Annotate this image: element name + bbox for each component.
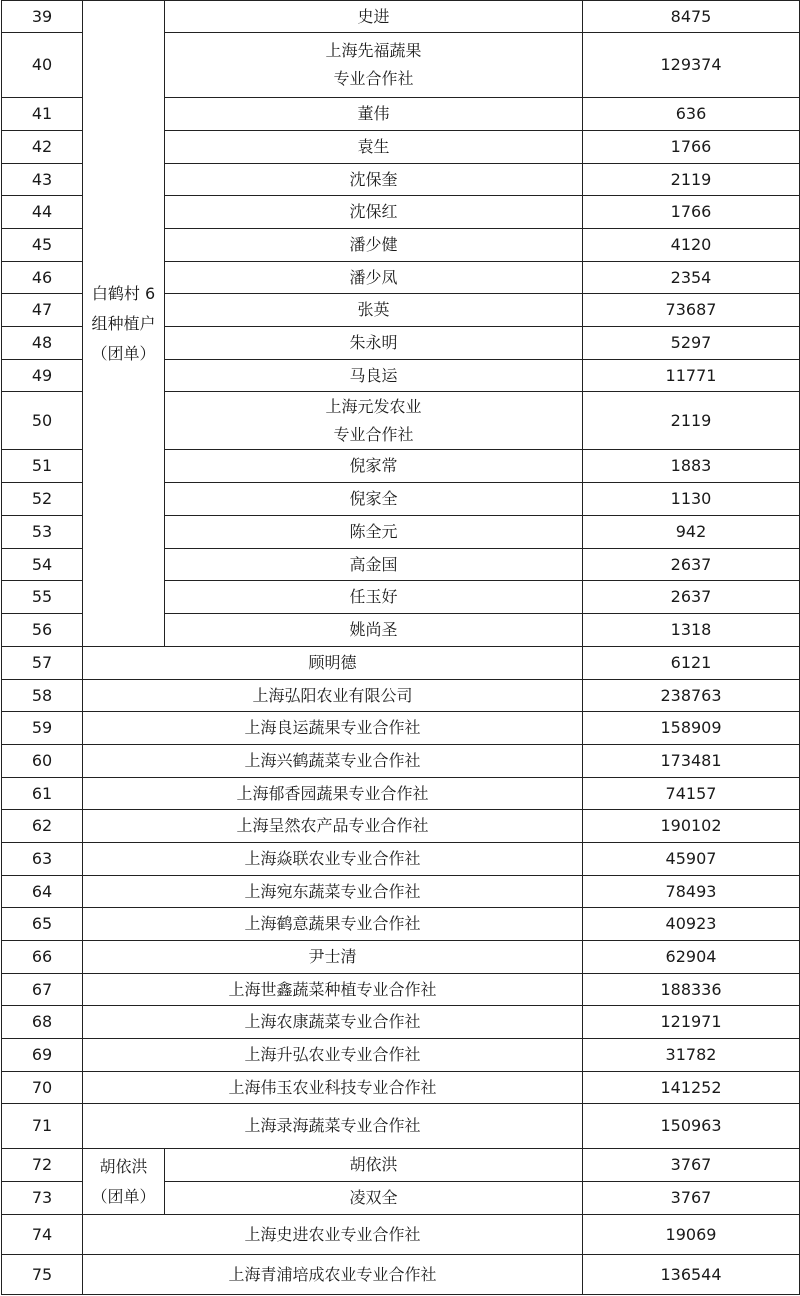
amount: 11771 [583,360,800,392]
row-number: 48 [2,327,83,360]
table-row [2,1255,800,1295]
row-number: 70 [2,1072,83,1104]
amount: 4120 [583,229,800,262]
grower-name: 董伟 [165,98,583,131]
amount: 2637 [583,581,800,614]
table-row [2,908,800,941]
grower-name: 尹士清 [83,941,583,974]
row-number: 55 [2,581,83,614]
table-row [2,1149,800,1182]
allocation-table [1,0,800,1295]
table-row [2,974,800,1006]
group-label-line: 胡依洪 [99,1156,148,1176]
row-number: 67 [2,974,83,1006]
table-row [2,680,800,712]
row-number: 57 [2,647,83,680]
table-row [2,647,800,680]
group-cell-baihe [83,1,165,647]
grower-name: 朱永明 [165,327,583,360]
grower-name-line: 专业合作社 [333,69,414,88]
grower-name: 上海录海蔬菜专业合作社 [83,1104,583,1149]
amount: 636 [583,98,800,131]
grower-name: 上海郁香园蔬果专业合作社 [83,778,583,810]
table-row [2,1072,800,1104]
row-number: 60 [2,745,83,778]
grower-name: 任玉好 [165,581,583,614]
row-number: 73 [2,1182,83,1215]
amount: 40923 [583,908,800,941]
row-number: 62 [2,810,83,843]
grower-name: 上海史进农业专业合作社 [83,1215,583,1255]
grower-name: 上海宛东蔬菜专业合作社 [83,876,583,908]
amount: 5297 [583,327,800,360]
amount: 188336 [583,974,800,1006]
row-number: 66 [2,941,83,974]
grower-name: 袁生 [165,131,583,164]
grower-name: 上海鹤意蔬果专业合作社 [83,908,583,941]
row-number: 46 [2,262,83,294]
amount: 2354 [583,262,800,294]
row-number: 42 [2,131,83,164]
grower-name: 上海青浦培成农业专业合作社 [83,1255,583,1295]
table-row [2,1,800,33]
amount: 19069 [583,1215,800,1255]
amount: 3767 [583,1149,800,1182]
grower-name: 沈保红 [165,196,583,229]
group-label-line: 组种植户 [91,313,156,333]
row-number: 44 [2,196,83,229]
grower-name: 凌双全 [165,1182,583,1215]
table-row [2,810,800,843]
grower-name: 陈全元 [165,516,583,549]
amount: 31782 [583,1039,800,1072]
amount: 6121 [583,647,800,680]
amount: 238763 [583,680,800,712]
grower-name: 史进 [165,1,583,33]
group-label-line: （团单） [91,1186,156,1206]
row-number: 51 [2,450,83,483]
amount: 942 [583,516,800,549]
grower-name: 上海良运蔬果专业合作社 [83,712,583,745]
grower-name: 上海农康蔬菜专业合作社 [83,1006,583,1039]
row-number: 54 [2,549,83,581]
table-row [2,1215,800,1255]
row-number: 49 [2,360,83,392]
amount: 1130 [583,483,800,516]
row-number: 40 [2,33,83,98]
row-number: 59 [2,712,83,745]
group-label-line: （团单） [91,343,156,363]
grower-name: 上海焱联农业专业合作社 [83,843,583,876]
row-number: 68 [2,1006,83,1039]
row-number: 72 [2,1149,83,1182]
amount: 62904 [583,941,800,974]
grower-name [165,33,583,98]
grower-name: 姚尚圣 [165,614,583,647]
grower-name: 倪家全 [165,483,583,516]
row-number: 50 [2,392,83,450]
row-number: 65 [2,908,83,941]
row-number: 52 [2,483,83,516]
grower-name: 上海兴鹤蔬菜专业合作社 [83,745,583,778]
grower-name: 上海伟玉农业科技专业合作社 [83,1072,583,1104]
amount: 129374 [583,33,800,98]
grower-name: 高金国 [165,549,583,581]
group-label-line: 白鹤村 6 [91,283,156,303]
amount: 158909 [583,712,800,745]
row-number: 47 [2,294,83,327]
grower-name-line: 上海元发农业 [325,396,422,416]
grower-name: 上海弘阳农业有限公司 [83,680,583,712]
amount: 2637 [583,549,800,581]
table-row [2,745,800,778]
grower-name-line: 上海先福蔬果 [325,41,422,60]
row-number: 58 [2,680,83,712]
amount: 1883 [583,450,800,483]
amount: 136544 [583,1255,800,1295]
amount: 1766 [583,131,800,164]
table-row [2,876,800,908]
table-row [2,1104,800,1149]
grower-name: 沈保奎 [165,164,583,196]
amount: 73687 [583,294,800,327]
amount: 141252 [583,1072,800,1104]
amount: 150963 [583,1104,800,1149]
row-number: 53 [2,516,83,549]
row-number: 63 [2,843,83,876]
amount: 173481 [583,745,800,778]
row-number: 45 [2,229,83,262]
grower-name: 马良运 [165,360,583,392]
grower-name: 上海世鑫蔬菜种植专业合作社 [83,974,583,1006]
grower-name: 张英 [165,294,583,327]
table-row [2,843,800,876]
grower-name: 上海升弘农业专业合作社 [83,1039,583,1072]
amount: 2119 [583,164,800,196]
group-cell-huyihong [83,1149,165,1215]
amount: 190102 [583,810,800,843]
table-row [2,1039,800,1072]
table-row [2,778,800,810]
grower-name: 潘少健 [165,229,583,262]
row-number: 61 [2,778,83,810]
row-number: 74 [2,1215,83,1255]
grower-name: 倪家常 [165,450,583,483]
row-number: 71 [2,1104,83,1149]
amount: 3767 [583,1182,800,1215]
grower-name: 胡依洪 [165,1149,583,1182]
grower-name: 上海呈然农产品专业合作社 [83,810,583,843]
amount: 8475 [583,1,800,33]
grower-name: 潘少凤 [165,262,583,294]
row-number: 39 [2,1,83,33]
amount: 1766 [583,196,800,229]
grower-name: 顾明德 [83,647,583,680]
row-number: 41 [2,98,83,131]
table-row [2,1006,800,1039]
grower-name [165,392,583,450]
table-row [2,712,800,745]
row-number: 43 [2,164,83,196]
row-number: 75 [2,1255,83,1295]
row-number: 69 [2,1039,83,1072]
amount: 2119 [583,392,800,450]
amount: 121971 [583,1006,800,1039]
row-number: 64 [2,876,83,908]
amount: 78493 [583,876,800,908]
table-row [2,941,800,974]
grower-name-line: 专业合作社 [333,424,414,444]
amount: 74157 [583,778,800,810]
amount: 45907 [583,843,800,876]
row-number: 56 [2,614,83,647]
amount: 1318 [583,614,800,647]
